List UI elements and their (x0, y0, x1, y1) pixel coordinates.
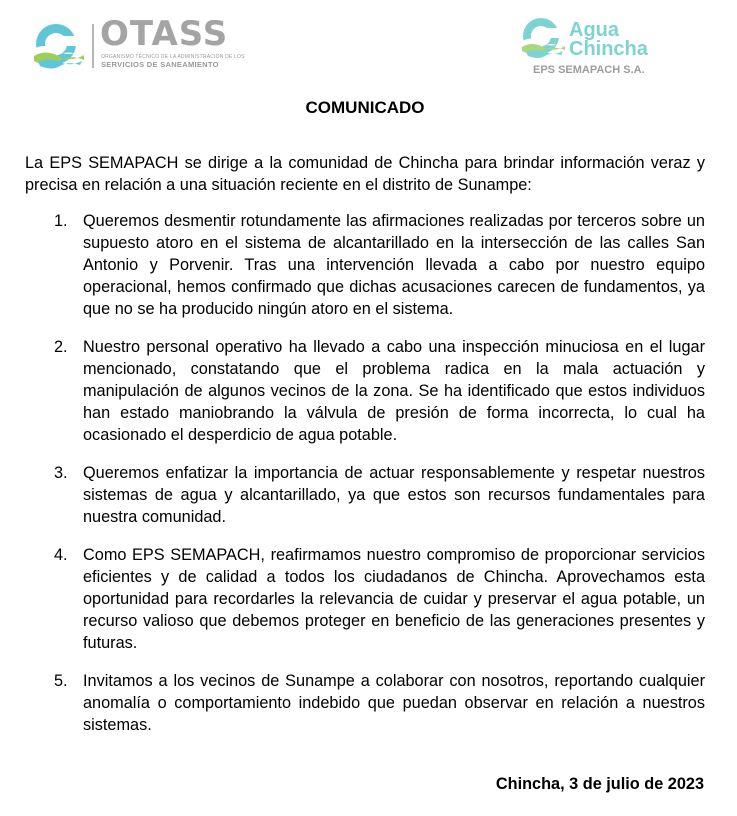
intro-paragraph: La EPS SEMAPACH se dirige a la comunidad de Chincha para brindar información veraz y precisa en relación a una situación reciente en el distrito de Sunampe: (25, 154, 705, 194)
list-item (25, 670, 705, 736)
chincha-wordmark: Chincha (569, 38, 648, 60)
list-item-number: 1. (54, 212, 68, 230)
otass-subtitle-line2: SERVICIOS DE SANEAMIENTO (101, 60, 219, 69)
logo-divider (92, 24, 94, 68)
list-item (25, 210, 705, 320)
page-header (0, 0, 737, 90)
agua-wordmark: Agua (569, 19, 619, 41)
agua-chincha-logo (515, 14, 665, 80)
eps-semapach-label: EPS SEMAPACH S.A. (533, 64, 645, 76)
list-item-text: Queremos desmentir rotundamente las afirmaciones realizadas por terceros sobre un supuesto atoro en el sistema de alcantarillado en la intersección de las calles San Antonio y Porvenir. Tras una intervención llevada a cabo por nuestro equipo operacional, hemos confirmado que dichas acusaciones carecen de fundamentos, ya que no se ha producido ningún atoro en el sistema. (83, 212, 705, 318)
list-item (25, 336, 705, 446)
signoff-date: Chincha, 3 de julio de 2023 (495, 775, 704, 793)
list-item-number: 2. (54, 338, 68, 356)
agua-chincha-wave-logo-icon (519, 16, 567, 60)
list-item-text: Como EPS SEMAPACH, reafirmamos nuestro compromiso de proporcionar servicios eficientes y de calidad a todos los ciudadanos de Chincha. Aprovechamos esta oportunidad para recordarles la relevancia de cuidar y preservar el agua potable, un recurso valioso que debemos proteger en beneficio de las generaciones presentes y futuras. (83, 546, 705, 652)
numbered-list (25, 210, 705, 736)
list-item-text: Queremos enfatizar la importancia de actuar responsablemente y respetar nuestros sistemas de agua y alcantarillado, ya que estos son recursos fundamentales para nuestra comunidad. (83, 464, 705, 526)
list-item-text: Nuestro personal operativo ha llevado a cabo una inspección minuciosa en el lugar mencionado, constatando que el problema radica en la mala actuación y manipulación de algunos vecinos de la zona. Se ha identificado que estos individuos han estado maniobrando la válvula de presión de forma incorrecta, lo cual ha ocasionado el desperdicio de agua potable. (83, 338, 705, 444)
document-body (25, 152, 705, 752)
list-item (25, 544, 705, 654)
list-item-text: Invitamos a los vecinos de Sunampe a colaborar con nosotros, reportando cualquier anomalía o comportamiento indebido que puedan observar en relación a nuestros sistemas. (83, 672, 705, 734)
otass-subtitle-line1: ORGANISMO TÉCNICO DE LA ADMINISTRACIÓN DE LOS (101, 54, 245, 60)
list-item-number: 4. (54, 546, 68, 564)
document-title: COMUNICADO (305, 98, 425, 117)
list-item-number: 3. (54, 464, 68, 482)
list-item (25, 462, 705, 528)
otass-wordmark: OTASS (100, 14, 229, 54)
list-item-number: 5. (54, 672, 68, 690)
otass-logo (30, 14, 245, 74)
otass-wave-logo-icon (30, 22, 86, 70)
